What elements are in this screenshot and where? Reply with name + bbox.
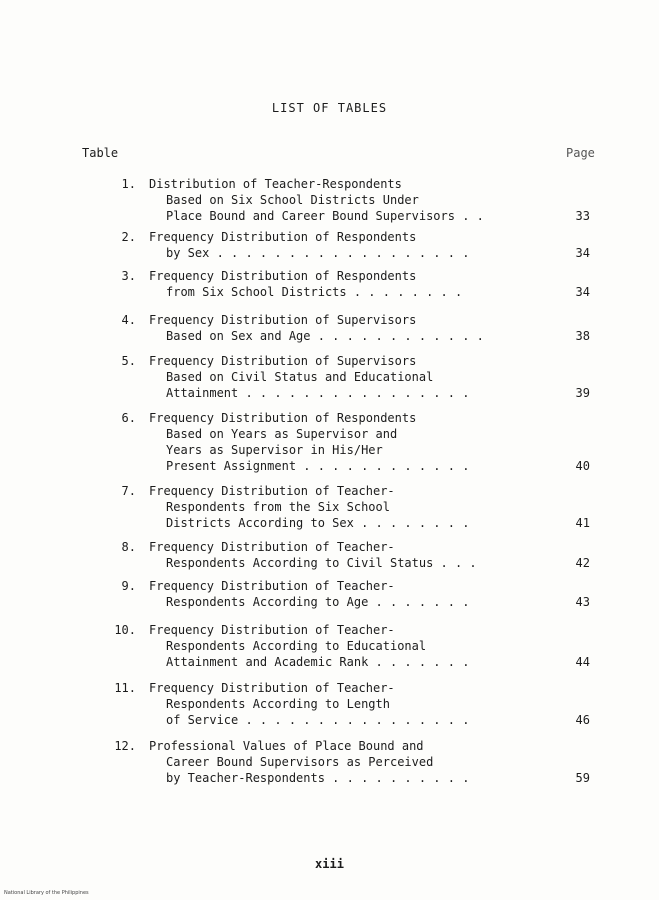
table-entry-page: 34 (575, 285, 590, 299)
table-entry-title-line: Based on Sex and Age . . . . . . . . . . . . (166, 329, 484, 343)
table-entry-page: 44 (575, 655, 590, 669)
table-entry-title-line: Respondents from the Six School (166, 500, 390, 514)
table-entry-title-line: Place Bound and Career Bound Supervisors . . (166, 209, 484, 223)
table-entry-title-line: Districts According to Sex . . . . . . . . (166, 516, 470, 530)
table-entry-page: 41 (575, 516, 590, 530)
table-entry-number: 6. (121, 411, 136, 425)
table-entry-title-line: Based on Years as Supervisor and (166, 427, 398, 441)
table-entry-title-line: Respondents According to Educational (166, 639, 427, 653)
table-entry-page: 42 (575, 556, 590, 570)
column-header-page: Page (566, 146, 595, 160)
table-entry-title-line: from Six School Districts . . . . . . . . (166, 285, 463, 299)
table-entry-title-line: Frequency Distribution of Respondents (149, 230, 417, 244)
table-entry-number: 3. (121, 269, 136, 283)
table-entry-title-line: Present Assignment . . . . . . . . . . . . (166, 459, 470, 473)
table-entry-title-line: Frequency Distribution of Respondents (149, 269, 417, 283)
table-entry-page: 34 (575, 246, 590, 260)
table-entry-title-line: Career Bound Supervisors as Perceived (166, 755, 434, 769)
table-entry-title-line: Attainment . . . . . . . . . . . . . . . . (166, 386, 470, 400)
table-entry-number: 4. (121, 313, 136, 327)
table-entry-page: 40 (575, 459, 590, 473)
table-entry-title-line: Based on Civil Status and Educational (166, 370, 434, 384)
table-entry-page: 38 (575, 329, 590, 343)
table-entry-title-line: Years as Supervisor in His/Her (166, 443, 383, 457)
table-entry-number: 11. (114, 681, 136, 695)
table-entry-title-line: Frequency Distribution of Respondents (149, 411, 417, 425)
table-entry-title-line: Frequency Distribution of Supervisors (149, 313, 417, 327)
table-entry-title-line: Frequency Distribution of Teacher- (149, 579, 395, 593)
table-entry-title-line: of Service . . . . . . . . . . . . . . . . (166, 713, 470, 727)
table-entry-page: 39 (575, 386, 590, 400)
table-entry-title-line: Frequency Distribution of Supervisors (149, 354, 417, 368)
table-entry-number: 9. (121, 579, 136, 593)
table-entry-title-line: Distribution of Teacher-Respondents (149, 177, 402, 191)
table-entry-title-line: Frequency Distribution of Teacher- (149, 681, 395, 695)
column-header-table: Table (82, 146, 119, 160)
table-entry-title-line: Frequency Distribution of Teacher- (149, 540, 395, 554)
table-entry-number: 2. (121, 230, 136, 244)
table-entry-number: 12. (114, 739, 136, 753)
table-entry-title-line: Professional Values of Place Bound and (149, 739, 424, 753)
table-entry-title-line: Respondents According to Civil Status . . . (166, 556, 477, 570)
table-entry-title-line: Based on Six School Districts Under (166, 193, 419, 207)
table-entry-title-line: Frequency Distribution of Teacher- (149, 623, 395, 637)
table-entry-title-line: Frequency Distribution of Teacher- (149, 484, 395, 498)
table-entry-title-line: Attainment and Academic Rank . . . . . . . (166, 655, 470, 669)
page-number: xiii (315, 857, 344, 871)
table-entry-title-line: Respondents According to Age . . . . . . . (166, 595, 470, 609)
table-entry-number: 7. (121, 484, 136, 498)
table-entry-page: 33 (575, 209, 590, 223)
table-entry-page: 43 (575, 595, 590, 609)
table-entry-title-line: by Sex . . . . . . . . . . . . . . . . . . (166, 246, 470, 260)
library-footer: National Library of the Philippines (4, 890, 89, 896)
table-entry-title-line: Respondents According to Length (166, 697, 390, 711)
table-entry-number: 5. (121, 354, 136, 368)
table-entry-number: 10. (114, 623, 136, 637)
table-entry-page: 46 (575, 713, 590, 727)
table-entry-number: 1. (121, 177, 136, 191)
page-title: LIST OF TABLES (271, 101, 388, 115)
table-entry-number: 8. (121, 540, 136, 554)
table-entry-title-line: by Teacher-Respondents . . . . . . . . . . (166, 771, 470, 785)
table-entry-page: 59 (575, 771, 590, 785)
